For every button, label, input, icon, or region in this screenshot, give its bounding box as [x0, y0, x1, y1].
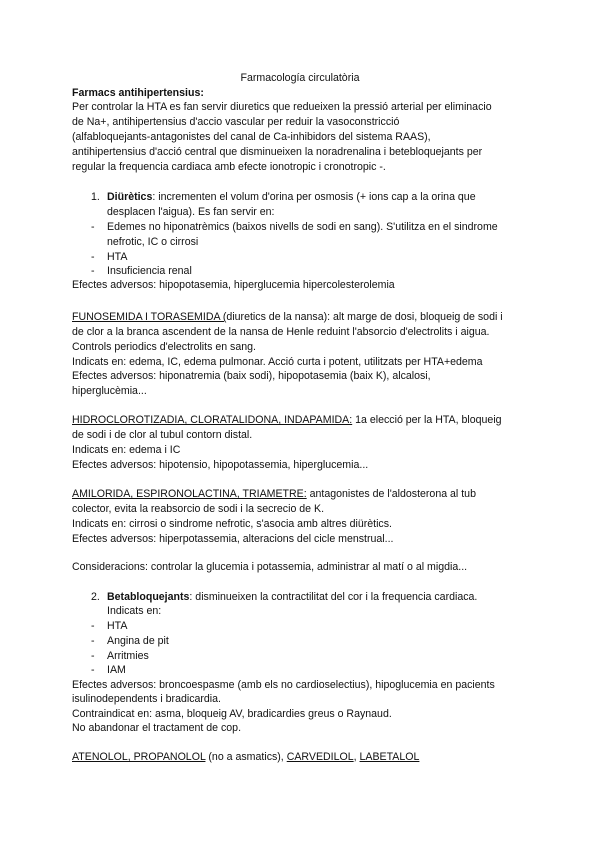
- text-line: de clor a la branca ascendent de la nansa de Henle reduint l'absorcio d'electrolits i aigua.: [72, 326, 490, 338]
- furo-desc: diuretics de la nansa): alt marge de dosi, bloqueig de sodi i: [226, 311, 503, 323]
- bullet-dash: -: [91, 251, 95, 263]
- diuretics-desc-cont: desplacen l'aigua). Es fan servir en:: [107, 206, 275, 218]
- beta-name: Betabloquejants: [107, 591, 190, 603]
- amilo-desc: antagonistes de l'aldosterona al tub: [306, 488, 476, 500]
- text-line: colector, evita la reabsorcio de sodi i la secrecio de K.: [72, 503, 325, 515]
- text-line: Indicats en: edema, IC, edema pulmonar. Acció curta i potent, utilitzats per HTA+edema: [72, 356, 483, 368]
- beta-line: [107, 590, 477, 604]
- drug-name: FUNOSEMIDA I TORASEMIDA (: [72, 311, 227, 323]
- diuretics-desc: : incrementen el volum d'orina per osmosis (+ ions cap a la orina que: [152, 191, 476, 203]
- considerations: Consideracions: controlar la glucemia i potassemia, administrar al matí o al migdia...: [72, 561, 468, 573]
- page-title: Farmacología circulatòria: [240, 72, 360, 84]
- furo-line: [72, 310, 503, 324]
- text-line: Indicats en: edema i IC: [72, 444, 181, 456]
- bullet-dash: -: [91, 664, 95, 676]
- intro-line: regular la frequencia cardiaca amb efecte ionotropic i cronotropic -.: [72, 161, 386, 173]
- text-line: Efectes adversos: hiponatremia (baix sodi), hipopotasemia (baix K), alcalosi,: [72, 370, 431, 382]
- intro-line: (alfabloquejants-antagonistes del canal de Ca-inhibidors del sistema RAAS),: [72, 131, 431, 143]
- bullet-dash: -: [91, 620, 95, 632]
- list-number: 1.: [91, 191, 100, 203]
- diuretics-line: [107, 190, 476, 204]
- bullet-text: Edemes no hiponatrèmics (baixos nivells de sodi en sang). S'utilitza en el sindrome: [107, 221, 498, 233]
- text-line: Efectes adversos: broncoespasme (amb els no cardioselectius), hipoglucemia en pacients: [72, 679, 495, 691]
- drug-name: ATENOLOL, PROPANOLOL: [72, 751, 206, 763]
- text-line: Efectes adversos: hiperpotassemia, alteracions del cicle menstrual...: [72, 533, 394, 545]
- drug-note: (no a asmatics),: [205, 751, 287, 763]
- bullet-text: Angina de pit: [107, 635, 169, 647]
- bullet-dash: -: [91, 265, 95, 277]
- drug-name: LABETALOL: [359, 751, 420, 763]
- bullet-text: HTA: [107, 251, 128, 263]
- section-heading: Farmacs antihipertensius:: [72, 87, 204, 99]
- bullet-text-cont: nefrotic, IC o cirrosi: [107, 236, 199, 248]
- hidro-desc: 1a elecció per la HTA, bloqueig: [352, 414, 502, 426]
- text-line: Contraindicat en: asma, bloqueig AV, bradicardies greus o Raynaud.: [72, 708, 392, 720]
- drug-name: CARVEDILOL: [286, 751, 354, 763]
- drug-list: [72, 750, 419, 764]
- text-line: isulinodependents i bradicardia.: [72, 693, 222, 705]
- drug-name: AMILORIDA, ESPIRONOLACTINA, TRIAMETRE:: [72, 488, 307, 500]
- list-number: 2.: [91, 591, 100, 603]
- amilo-line: [72, 487, 476, 501]
- diuretics-name: Diürètics: [107, 191, 153, 203]
- hidro-line: [72, 413, 502, 427]
- bullet-dash: -: [91, 635, 95, 647]
- bullet-text: HTA: [107, 620, 128, 632]
- bullet-dash: -: [91, 650, 95, 662]
- adverse-effects: Efectes adversos: hipopotasemia, hiperglucemia hipercolesterolemia: [72, 279, 395, 291]
- text-line: Controls periodics d'electrolits en sang.: [72, 341, 256, 353]
- text-line: Indicats en: cirrosi o sindrome nefrotic, s'asocia amb altres diürètics.: [72, 518, 392, 530]
- intro-line: Per controlar la HTA es fan servir diuretics que redueixen la pressió arterial per eliminacio: [72, 101, 492, 113]
- text-line: No abandonar el tractament de cop.: [72, 722, 242, 734]
- text-line: hiperglucèmia...: [72, 385, 147, 397]
- bullet-text: Insuficiencia renal: [107, 265, 192, 277]
- intro-line: de Na+, antihipertensius d'accio vascular per reduir la vasoconstricció: [72, 116, 400, 128]
- bullet-text: IAM: [107, 664, 126, 676]
- beta-desc-cont: Indicats en:: [107, 605, 162, 617]
- intro-line: antihipertensius d'acció central que disminueixen la noradrenalina i betebloquejants per: [72, 146, 483, 158]
- separator: ,: [353, 751, 360, 763]
- bullet-text: Arritmies: [107, 650, 149, 662]
- text-line: de sodi i de clor al tubul contorn distal.: [72, 429, 253, 441]
- drug-name: HIDROCLOROTIZADIA, CLORATALIDONA, INDAPAMIDA:: [72, 414, 353, 426]
- bullet-dash: -: [91, 221, 95, 233]
- text-line: Efectes adversos: hipotensio, hipopotassemia, hiperglucemia...: [72, 459, 369, 471]
- beta-desc: : disminueixen la contractilitat del cor i la frequencia cardiaca.: [189, 591, 478, 603]
